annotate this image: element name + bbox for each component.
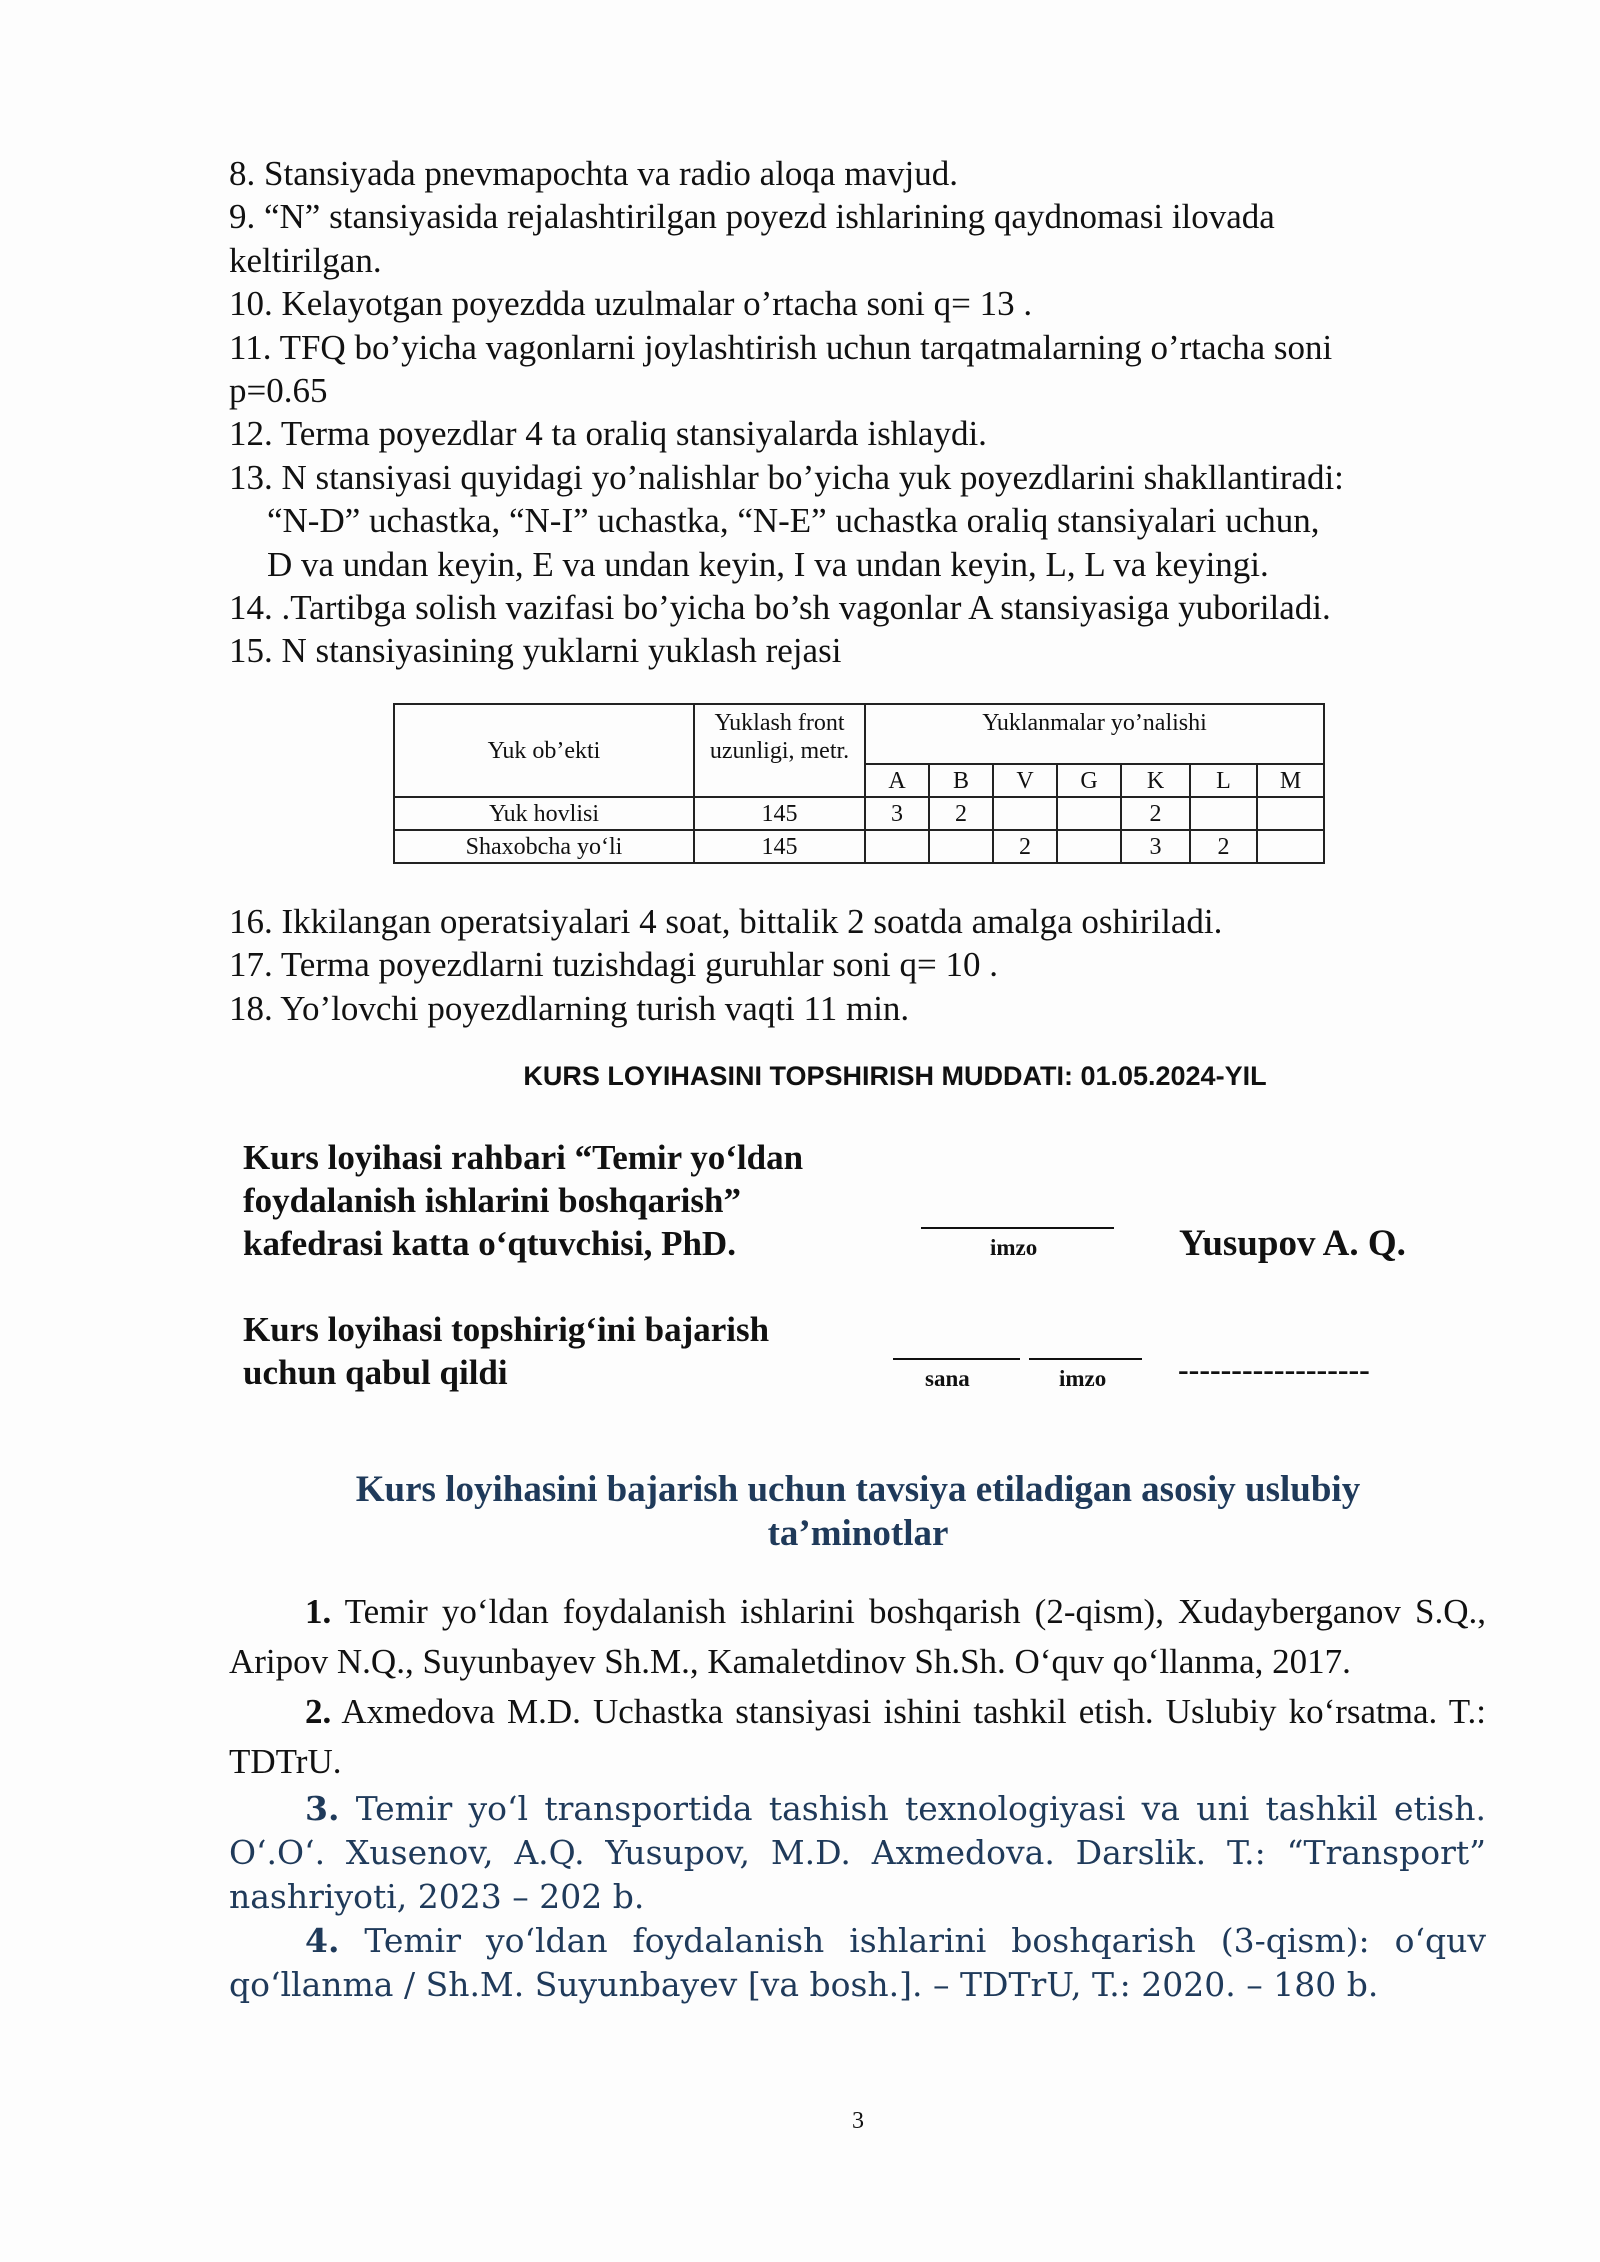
reference-number: 2.: [305, 1692, 332, 1731]
reference-text: Temir yo‘ldan foydalanish ishlarini boshqarish (2-qism), Xudayberganov S.Q., Aripov N.Q., Suyunbayev Sh.M., Kamaletdinov Sh.Sh. O‘quv qo‘llanma, 2017.: [229, 1592, 1486, 1681]
cell-value: [1057, 797, 1121, 830]
list-item: 10. Kelayotgan poyezdda uzulmalar o’rtacha soni q= 13 .: [229, 284, 1033, 324]
cell-value: 3: [865, 797, 929, 830]
receiver-title: [243, 1308, 923, 1394]
signature-caption: imzo: [1059, 1366, 1107, 1391]
cell-value: [929, 830, 993, 863]
cell-value: 2: [1121, 797, 1190, 830]
references-heading: [229, 1468, 1487, 1556]
reference-item: [229, 1687, 1486, 1787]
header-direction: Yuklanmalar yo’nalishi: [865, 704, 1324, 764]
cell-value: [993, 797, 1057, 830]
leader-title-line: foydalanish ishlarini boshqarish”: [243, 1181, 741, 1220]
list-item: 16. Ikkilangan operatsiyalari 4 soat, bittalik 2 soatda amalga oshiriladi.: [229, 902, 1223, 941]
heading-line: ta’minotlar: [767, 1513, 949, 1554]
direction-m: M: [1257, 764, 1324, 797]
list-item: p=0.65: [229, 371, 328, 411]
references-list: [229, 1587, 1486, 2007]
list-subitem: D va undan keyin, E va undan keyin, I va undan keyin, L, L va keyingi.: [267, 544, 1269, 584]
cell-value: [1257, 830, 1324, 863]
direction-l: L: [1190, 764, 1257, 797]
list-item: 14. .Tartibga solish vazifasi bo’yicha bo’sh vagonlar A stansiyasiga yuboriladi.: [229, 588, 1331, 628]
cell-value: [1257, 797, 1324, 830]
conditions-list-bottom: [229, 900, 1469, 1030]
list-item: 18. Yo’lovchi poyezdlarning turish vaqti 11 min.: [229, 988, 910, 1028]
signature-line: [921, 1227, 1114, 1229]
reference-item: [229, 1787, 1486, 1919]
cell-value: 2: [929, 797, 993, 830]
cell-value: [865, 830, 929, 863]
header-object: Yuk ob’ekti: [394, 704, 694, 797]
reference-number: 1.: [305, 1592, 332, 1631]
cell-value: 3: [1121, 830, 1190, 863]
cell-value: 2: [993, 830, 1057, 863]
date-line: [893, 1358, 1020, 1360]
leader-title: [243, 1136, 923, 1265]
loading-plan-table: [393, 703, 1325, 864]
list-item: keltirilgan.: [229, 240, 382, 280]
receiver-name-placeholder: ------------------: [1178, 1351, 1370, 1387]
leader-title-line: kafedrasi katta o‘qtuvchisi, PhD.: [243, 1224, 736, 1263]
cell-object: Yuk hovlisi: [394, 797, 694, 830]
conditions-list-top: [229, 152, 1469, 673]
cell-object: Shaxobcha yo‘li: [394, 830, 694, 863]
heading-line: Kurs loyihasini bajarish uchun tavsiya etiladigan asosiy uslubiy: [355, 1469, 1361, 1510]
list-item: 8. Stansiyada pnevmapochta va radio aloqa mavjud.: [229, 154, 958, 193]
reference-item: [229, 1587, 1486, 1687]
cell-value: [1057, 830, 1121, 863]
cell-value: [1190, 797, 1257, 830]
direction-a: A: [865, 764, 929, 797]
reference-text: Axmedova M.D. Uchastka stansiyasi ishini tashkil etish. Uslubiy ko‘rsatma. T.: TDTrU.: [229, 1692, 1486, 1781]
signature-caption: imzo: [990, 1235, 1038, 1260]
date-caption: sana: [925, 1366, 970, 1391]
list-item: 17. Terma poyezdlarni tuzishdagi guruhlar soni q= 10 .: [229, 945, 998, 985]
list-item: 13. N stansiyasi quyidagi yo’nalishlar bo’yicha yuk poyezdlarini shakllantiradi:: [229, 457, 1344, 497]
cell-value: 2: [1190, 830, 1257, 863]
leader-title-line: Kurs loyihasi rahbari “Temir yo‘ldan: [243, 1138, 804, 1177]
page-number: 3: [852, 2108, 864, 2134]
direction-v: V: [993, 764, 1057, 797]
list-item: 12. Terma poyezdlar 4 ta oraliq stansiyalarda ishlaydi.: [229, 414, 987, 454]
reference-text: Temir yo‘ldan foydalanish ishlarini boshqarish (3-qism): o‘quv qo‘llanma / Sh.M. Suyunbayev [va bosh.]. – TDTrU, T.: 2020. – 180 b.: [229, 1921, 1486, 2004]
list-item: 11. TFQ bo’yicha vagonlarni joylashtirish uchun tarqatmalarning o’rtacha soni: [229, 327, 1333, 367]
signature-line: [1029, 1358, 1142, 1360]
reference-number: 4.: [305, 1921, 340, 1960]
reference-text: Temir yo‘l transportida tashish texnologiyasi va uni tashkil etish. O‘.O‘. Xusenov, A.Q. Yusupov, M.D. Axmedova. Darslik. T.: “Transport” nashriyoti, 2023 – 202 b.: [229, 1789, 1486, 1916]
leader-name: Yusupov A. Q.: [1179, 1223, 1406, 1264]
list-subitem: “N-D” uchastka, “N-I” uchastka, “N-E” uchastka oraliq stansiyalari uchun,: [267, 501, 1320, 541]
table-row: [394, 830, 1324, 863]
reference-item: [229, 1919, 1486, 2007]
cell-front: 145: [694, 797, 865, 830]
receiver-title-line: Kurs loyihasi topshirig‘ini bajarish: [243, 1310, 770, 1349]
cell-front: 145: [694, 830, 865, 863]
direction-b: B: [929, 764, 993, 797]
table-row: [394, 797, 1324, 830]
list-item: 15. N stansiyasining yuklarni yuklash rejasi: [229, 631, 842, 671]
reference-number: 3.: [305, 1789, 340, 1828]
deadline-line: KURS LOYIHASINI TOPSHIRISH MUDDATI: 01.05.2024-YIL: [523, 1061, 1267, 1091]
receiver-title-line: uchun qabul qildi: [243, 1353, 508, 1392]
header-front: Yuklash front uzunligi, metr.: [694, 704, 865, 797]
direction-k: K: [1121, 764, 1190, 797]
list-item: 9. “N” stansiyasida rejalashtirilgan poyezd ishlarining qaydnomasi ilovada: [229, 197, 1275, 237]
direction-g: G: [1057, 764, 1121, 797]
